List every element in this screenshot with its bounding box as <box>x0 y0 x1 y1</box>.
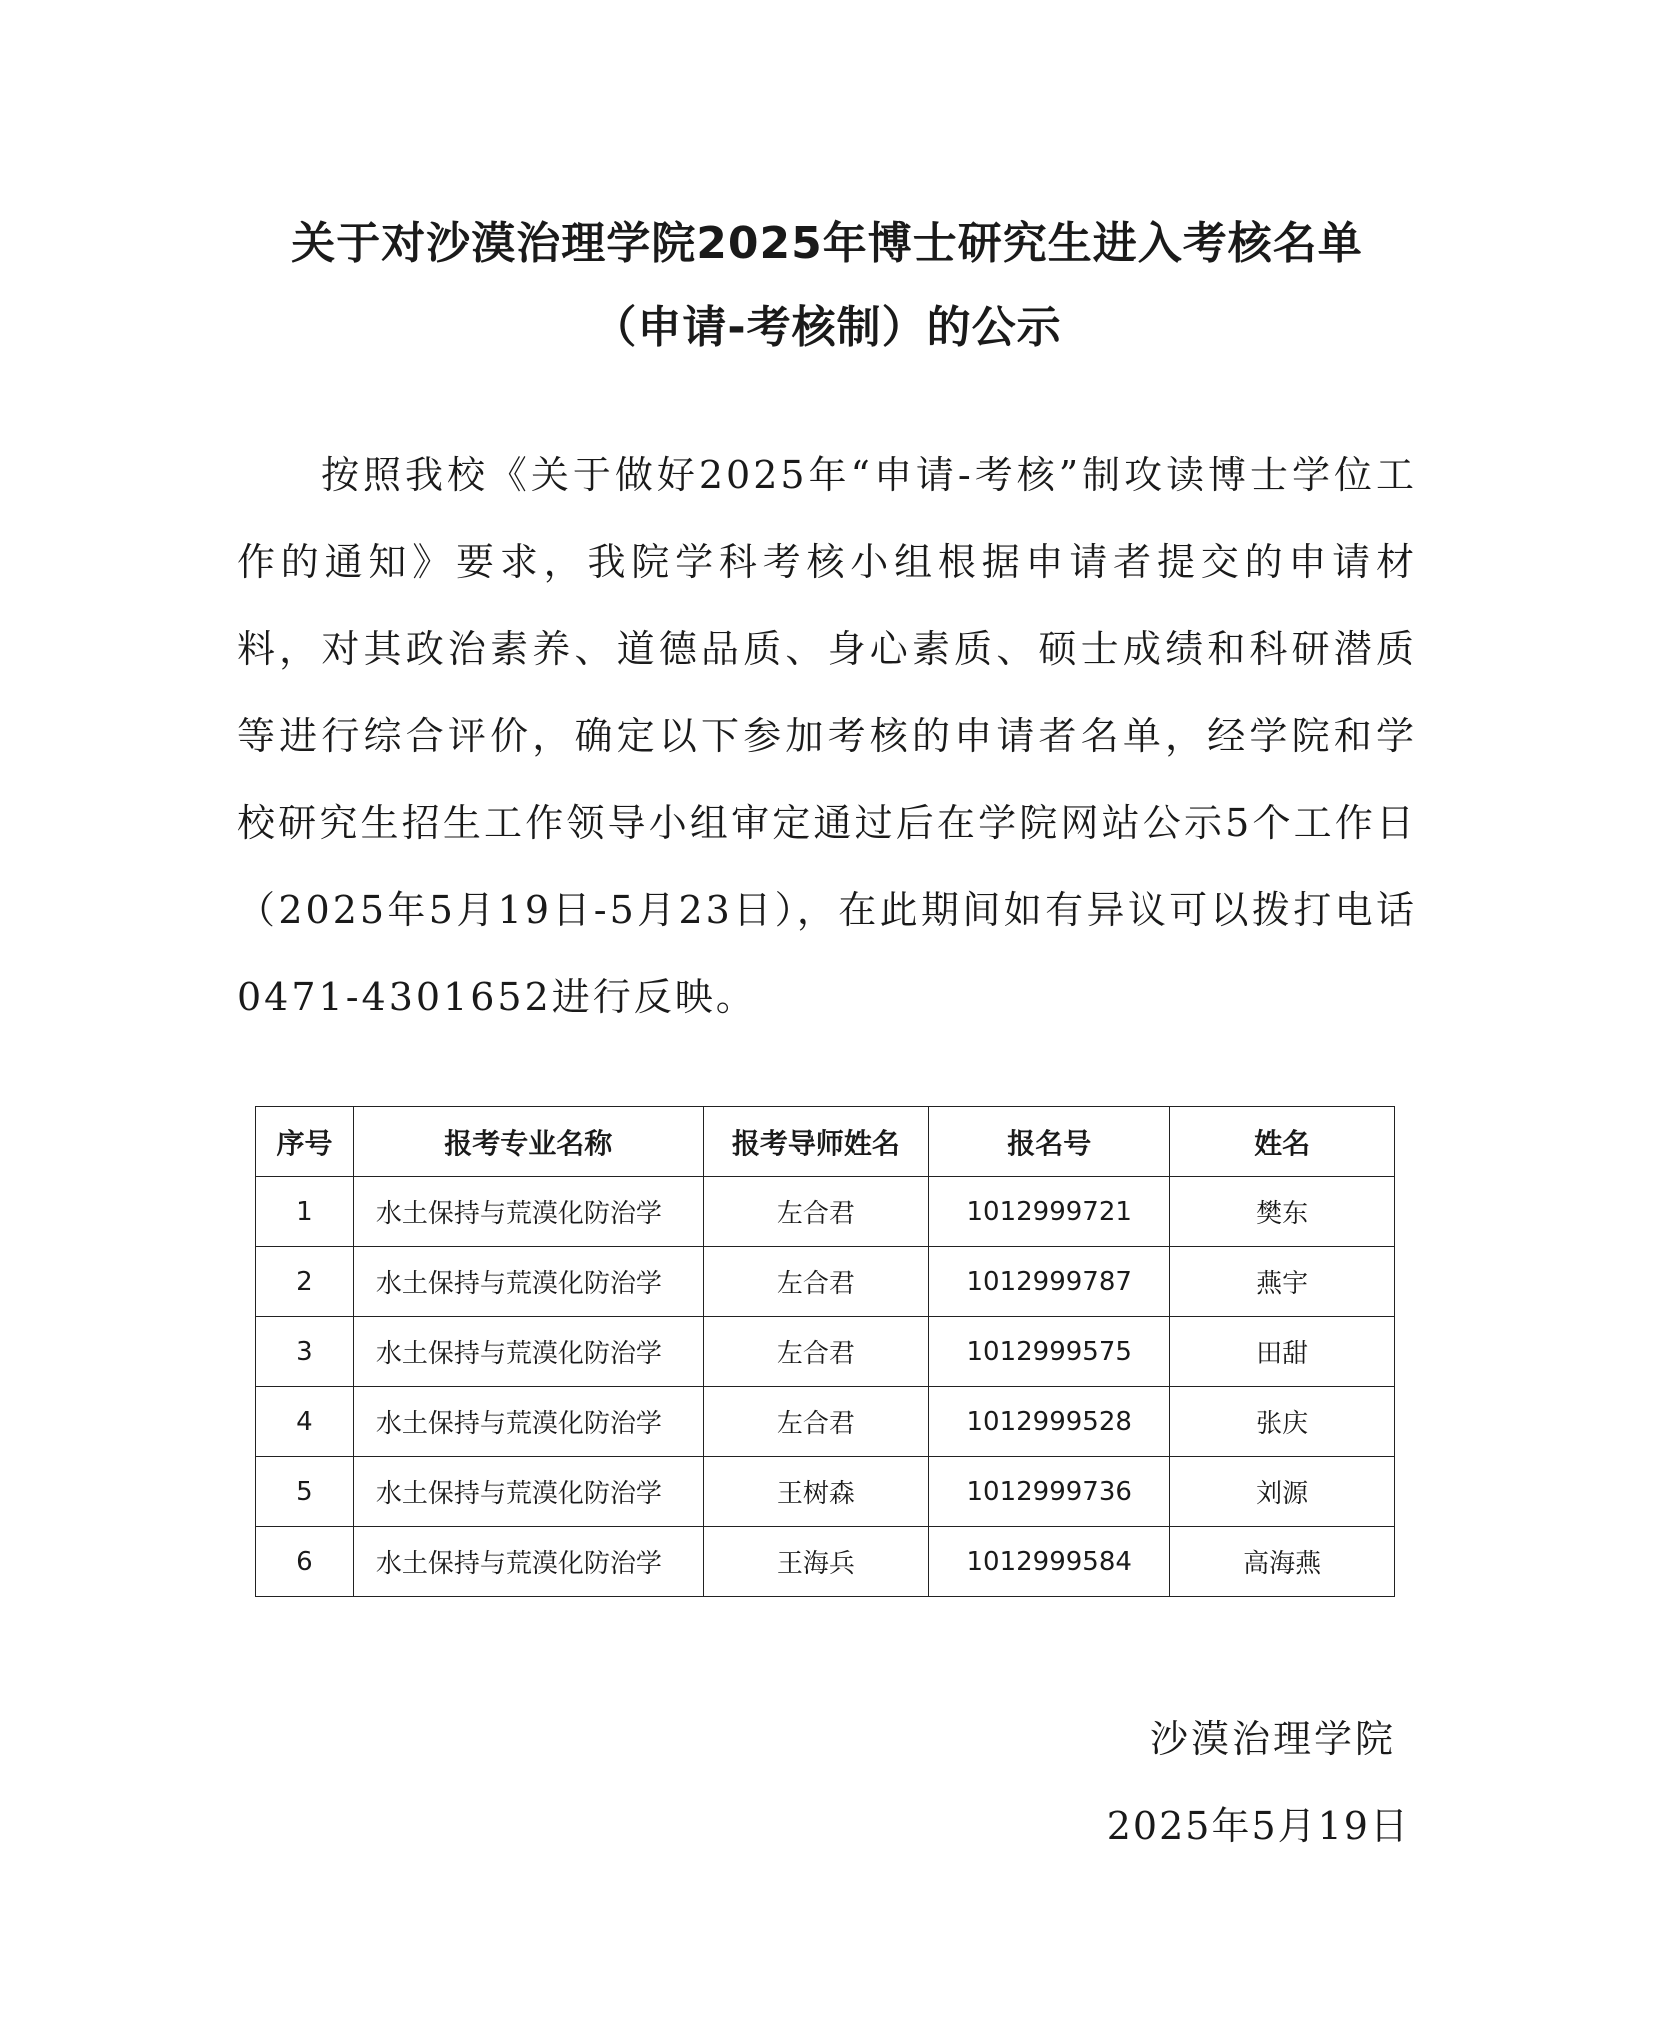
cell-supervisor: 左合君 <box>703 1247 929 1317</box>
cell-name: 刘源 <box>1170 1457 1395 1527</box>
cell-supervisor: 王海兵 <box>703 1527 929 1597</box>
cell-name: 高海燕 <box>1170 1527 1395 1597</box>
table-row <box>256 1457 1395 1527</box>
applicant-table <box>255 1106 1395 1597</box>
signature-organization: 沙漠治理学院 <box>1149 1717 1396 1761</box>
cell-name: 燕宇 <box>1170 1247 1395 1317</box>
cell-registration-number: 1012999575 <box>929 1317 1170 1387</box>
table-row <box>256 1387 1395 1457</box>
cell-major: 水土保持与荒漠化防治学 <box>353 1177 703 1247</box>
cell-major: 水土保持与荒漠化防治学 <box>353 1387 703 1457</box>
cell-registration-number: 1012999584 <box>929 1527 1170 1597</box>
cell-major: 水土保持与荒漠化防治学 <box>353 1317 703 1387</box>
cell-registration-number: 1012999721 <box>929 1177 1170 1247</box>
signature-date: 2025年5月19日 <box>1106 1804 1410 1848</box>
cell-registration-number: 1012999736 <box>929 1457 1170 1527</box>
cell-supervisor: 左合君 <box>703 1177 929 1247</box>
table-row <box>256 1527 1395 1597</box>
cell-serial-number: 6 <box>256 1527 354 1597</box>
cell-serial-number: 1 <box>256 1177 354 1247</box>
cell-major: 水土保持与荒漠化防治学 <box>353 1247 703 1317</box>
document-title-line-1: 关于对沙漠治理学院2025年博士研究生进入考核名单 <box>291 218 1363 269</box>
cell-registration-number: 1012999528 <box>929 1387 1170 1457</box>
header-name: 姓名 <box>1170 1107 1395 1177</box>
header-registration-number: 报名号 <box>929 1107 1170 1177</box>
cell-major: 水土保持与荒漠化防治学 <box>353 1457 703 1527</box>
cell-supervisor: 左合君 <box>703 1317 929 1387</box>
header-serial-number: 序号 <box>256 1107 354 1177</box>
table-row <box>256 1177 1395 1247</box>
table-header-row <box>256 1107 1395 1177</box>
header-supervisor: 报考导师姓名 <box>703 1107 929 1177</box>
cell-registration-number: 1012999787 <box>929 1247 1170 1317</box>
cell-serial-number: 5 <box>256 1457 354 1527</box>
table-row <box>256 1317 1395 1387</box>
cell-supervisor: 左合君 <box>703 1387 929 1457</box>
cell-serial-number: 3 <box>256 1317 354 1387</box>
cell-name: 张庆 <box>1170 1387 1395 1457</box>
table-row <box>256 1247 1395 1317</box>
document-title-line-2: （申请-考核制）的公示 <box>592 302 1062 353</box>
cell-name: 樊东 <box>1170 1177 1395 1247</box>
cell-serial-number: 2 <box>256 1247 354 1317</box>
cell-name: 田甜 <box>1170 1317 1395 1387</box>
announcement-paragraph: 按照我校《关于做好2025年“申请-考核”制攻读博士学位工作的通知》要求，我院学科考核小组根据申请者提交的申请材料，对其政治素养、道德品质、身心素质、硕士成绩和科研潜质等进行综合评价，确定以下参加考核的申请者名单，经学院和学校研究生招生工作领导小组审定通过后在学院网站公示5个工作日（2025年5月19日-5月23日），在此期间如有异议可以拨打电话0471-4301652进行反映。 <box>237 453 1417 1019</box>
cell-serial-number: 4 <box>256 1387 354 1457</box>
cell-major: 水土保持与荒漠化防治学 <box>353 1527 703 1597</box>
cell-supervisor: 王树森 <box>703 1457 929 1527</box>
header-major: 报考专业名称 <box>353 1107 703 1177</box>
